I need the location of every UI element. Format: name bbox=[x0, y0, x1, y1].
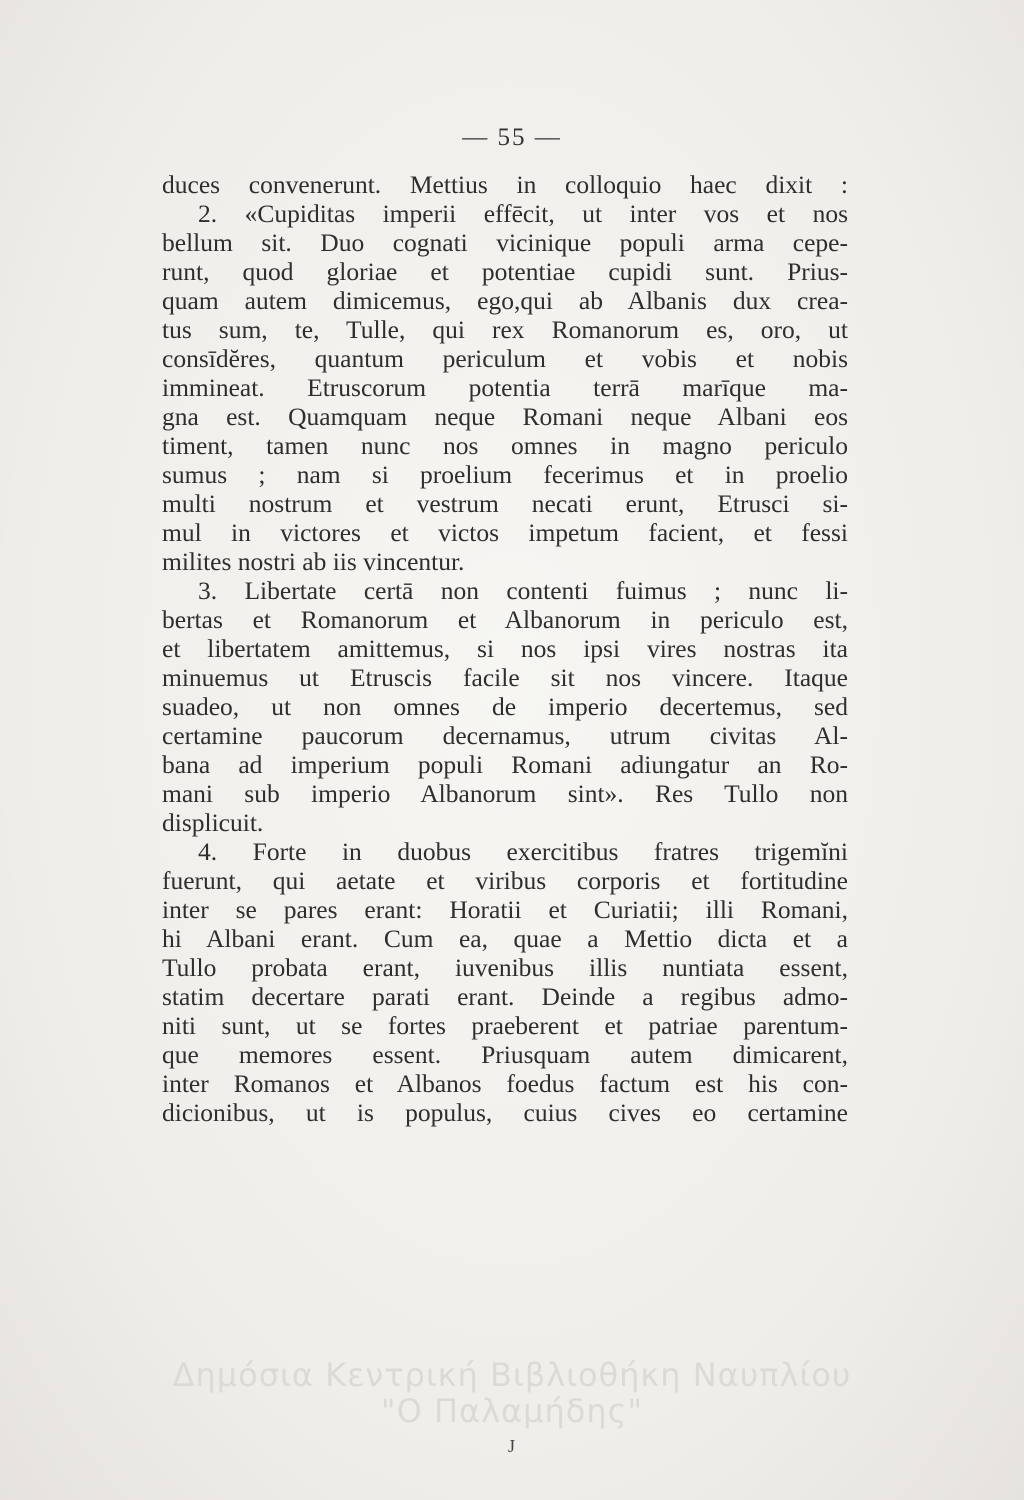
text-line: consīdĕres, quantum periculum et vobis et nobis bbox=[162, 344, 848, 373]
text-line: timent, tamen nunc nos omnes in magno periculo bbox=[162, 431, 848, 460]
text-line: 4. Forte in duobus exercitibus fratres trigemĭni bbox=[198, 837, 848, 866]
library-watermark: Δημόσια Κεντρική Βιβλιοθήκη Ναυπλίου bbox=[172, 1356, 852, 1394]
text-line: bana ad imperium populi Romani adiungatur an Ro- bbox=[162, 750, 848, 779]
text-line: multi nostrum et vestrum necati erunt, Etrusci si- bbox=[162, 489, 848, 518]
text-line: mul in victores et victos impetum facient, et fessi bbox=[162, 518, 848, 547]
text-line: gna est. Quamquam neque Romani neque Albani eos bbox=[162, 402, 848, 431]
text-line: fuerunt, qui aetate et viribus corporis et fortitudine bbox=[162, 866, 848, 895]
text-line: displicuit. bbox=[162, 808, 264, 837]
text-line: Tullo probata erant, iuvenibus illis nuntiata essent, bbox=[162, 953, 848, 982]
library-watermark-subtitle: "Ο Παλαμήδης" bbox=[380, 1392, 644, 1430]
text-line: tus sum, te, Tulle, qui rex Romanorum es, oro, ut bbox=[162, 315, 848, 344]
text-line: 3. Libertate certā non contenti fuimus ; nunc li- bbox=[198, 576, 848, 605]
text-line: milites nostri ab iis vincentur. bbox=[162, 547, 465, 576]
text-line: runt, quod gloriae et potentiae cupidi sunt. Prius- bbox=[162, 257, 848, 286]
text-line: sumus ; nam si proelium fecerimus et in proelio bbox=[162, 460, 848, 489]
text-line: et libertatem amittemus, si nos ipsi vires nostras ita bbox=[162, 634, 848, 663]
text-line: hi Albani erant. Cum ea, quae a Mettio dicta et a bbox=[162, 924, 848, 953]
text-line: dicionibus, ut is populus, cuius cives eo certamine bbox=[162, 1098, 848, 1127]
text-line: quam autem dimicemus, ego,qui ab Albanis dux crea- bbox=[162, 286, 848, 315]
text-line: inter Romanos et Albanos foedus factum est his con- bbox=[162, 1069, 848, 1098]
signature-mark: J bbox=[508, 1436, 516, 1456]
page-number: — 55 — bbox=[462, 124, 562, 151]
text-line: suadeo, ut non omnes de imperio decertemus, sed bbox=[162, 692, 848, 721]
body-text bbox=[162, 170, 848, 1127]
text-line: minuemus ut Etruscis facile sit nos vincere. Itaque bbox=[162, 663, 848, 692]
text-line: bellum sit. Duo cognati vicinique populi arma cepe- bbox=[162, 228, 848, 257]
text-line: mani sub imperio Albanorum sint». Res Tullo non bbox=[162, 779, 848, 808]
text-line: immineat. Etruscorum potentia terrā marīque ma- bbox=[162, 373, 848, 402]
text-line: niti sunt, ut se fortes praeberent et patriae parentum- bbox=[162, 1011, 848, 1040]
text-line: certamine paucorum decernamus, utrum civitas Al- bbox=[162, 721, 848, 750]
text-line: inter se pares erant: Horatii et Curiatii; illi Romani, bbox=[162, 895, 848, 924]
text-line: bertas et Romanorum et Albanorum in periculo est, bbox=[162, 605, 848, 634]
text-line: duces convenerunt. Mettius in colloquio haec dixit : bbox=[162, 170, 848, 199]
text-line: que memores essent. Priusquam autem dimicarent, bbox=[162, 1040, 848, 1069]
text-line: 2. «Cupiditas imperii effēcit, ut inter vos et nos bbox=[198, 199, 848, 228]
text-line: statim decertare parati erant. Deinde a regibus admo- bbox=[162, 982, 848, 1011]
